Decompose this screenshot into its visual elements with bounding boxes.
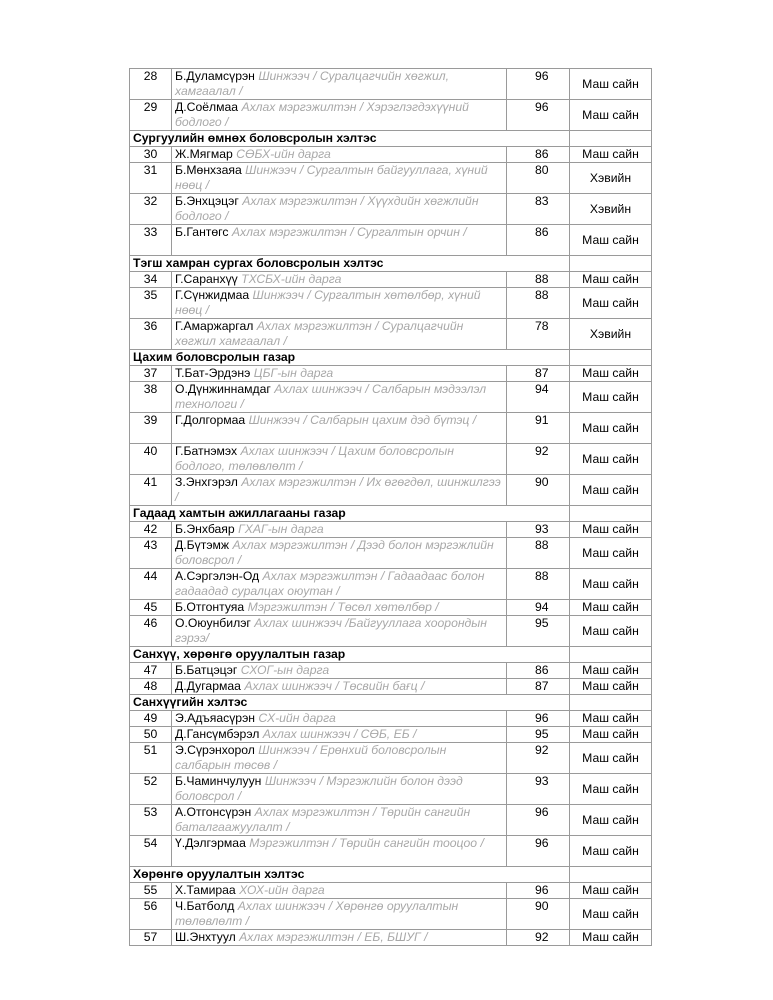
row-number: 41 [130, 475, 172, 506]
row-number: 50 [130, 727, 172, 743]
table-row [130, 413, 652, 444]
employee-position: Ахлах шинжээч / Цахим боловсролын бодлого, төлөвлөлт / [175, 444, 454, 473]
grade-cell: Маш сайн [570, 711, 652, 727]
employee-name: А.Сэргэлэн-Од [175, 569, 260, 583]
grade-cell: Маш сайн [570, 774, 652, 805]
grade-cell: Маш сайн [570, 100, 652, 131]
employee-cell [172, 147, 507, 163]
row-number: 33 [130, 225, 172, 256]
row-number: 44 [130, 569, 172, 600]
grade-cell: Маш сайн [570, 69, 652, 100]
employee-name: Ж.Мягмар [175, 147, 233, 161]
table-row [130, 679, 652, 695]
grade-cell: Маш сайн [570, 930, 652, 946]
grade-cell: Маш сайн [570, 366, 652, 382]
employee-cell [172, 538, 507, 569]
employee-cell [172, 319, 507, 350]
table-row [130, 727, 652, 743]
employee-cell [172, 600, 507, 616]
section-header-row [130, 647, 652, 663]
row-number: 54 [130, 836, 172, 867]
grade-cell: Маш сайн [570, 600, 652, 616]
score-cell: 94 [507, 382, 570, 413]
table-row [130, 522, 652, 538]
employee-name: Г.Саранхүү [175, 272, 238, 286]
row-number: 43 [130, 538, 172, 569]
employee-name: Б.Гантөгс [175, 225, 229, 239]
employee-cell [172, 663, 507, 679]
employee-name: Г.Батнэмэх [175, 444, 238, 458]
section-empty-cell [570, 695, 652, 711]
row-number: 47 [130, 663, 172, 679]
section-header-row [130, 131, 652, 147]
employee-name: Б.Дуламсүрэн [175, 69, 255, 83]
row-number: 57 [130, 930, 172, 946]
row-number: 56 [130, 899, 172, 930]
employee-name: Т.Бат-Эрдэнэ [175, 366, 251, 380]
table-row [130, 538, 652, 569]
score-cell: 86 [507, 225, 570, 256]
score-cell: 96 [507, 883, 570, 899]
section-header-row [130, 350, 652, 366]
row-number: 52 [130, 774, 172, 805]
table-row [130, 899, 652, 930]
employee-cell [172, 883, 507, 899]
score-cell: 91 [507, 413, 570, 444]
score-cell: 95 [507, 616, 570, 647]
table-row [130, 163, 652, 194]
employee-position: Ахлах шинжээч / Салбарын мэдээлэл технологи / [175, 382, 487, 411]
table-row [130, 382, 652, 413]
employee-position: Ахлах мэргэжилтэн / Сургалтын орчин / [231, 225, 467, 239]
score-cell: 80 [507, 163, 570, 194]
employee-position: Мэргэжилтэн / Төсөл хөтөлбөр / [247, 600, 439, 614]
grade-cell: Маш сайн [570, 272, 652, 288]
employee-cell [172, 743, 507, 774]
table-row [130, 836, 652, 867]
employee-position: Ахлах мэргэжилтэн / ЕБ, БШУГ / [239, 930, 428, 944]
table-row [130, 194, 652, 225]
employee-name: О.Дүнжиннамдаг [175, 382, 271, 396]
row-number: 37 [130, 366, 172, 382]
employee-cell [172, 100, 507, 131]
row-number: 49 [130, 711, 172, 727]
grade-cell: Маш сайн [570, 805, 652, 836]
employee-cell [172, 475, 507, 506]
row-number: 32 [130, 194, 172, 225]
table-row [130, 100, 652, 131]
score-cell: 78 [507, 319, 570, 350]
row-number: 39 [130, 413, 172, 444]
employee-name: Д.Соёлмаа [175, 100, 239, 114]
section-header-row [130, 256, 652, 272]
grade-cell: Маш сайн [570, 288, 652, 319]
employee-name: Б.Батцэцэг [175, 663, 238, 677]
table-row [130, 930, 652, 946]
table-row [130, 883, 652, 899]
employee-name: Э.Адъяасүрэн [175, 711, 256, 725]
grade-cell: Маш сайн [570, 616, 652, 647]
employee-position: СХОГ-ын дарга [240, 663, 330, 677]
row-number: 30 [130, 147, 172, 163]
table-row [130, 663, 652, 679]
employee-position: СӨБХ-ийн дарга [236, 147, 331, 161]
grade-cell: Маш сайн [570, 522, 652, 538]
row-number: 31 [130, 163, 172, 194]
row-number: 28 [130, 69, 172, 100]
employee-cell [172, 569, 507, 600]
section-title: Гадаад хамтын ажиллагааны газар [130, 506, 570, 522]
employee-position: ГХАГ-ын дарга [238, 522, 324, 536]
score-cell: 86 [507, 663, 570, 679]
employee-name: Ш.Энхтуул [175, 930, 236, 944]
row-number: 51 [130, 743, 172, 774]
section-title: Сургуулийн өмнөх боловсролын хэлтэс [130, 131, 570, 147]
table-row [130, 774, 652, 805]
employee-cell [172, 194, 507, 225]
employee-name: Г.Амаржаргал [175, 319, 254, 333]
employee-name: Ч.Батболд [175, 899, 235, 913]
employee-name: Б.Отгонтуяа [175, 600, 245, 614]
employee-name: Ү.Дэлгэрмаа [175, 836, 246, 850]
row-number: 38 [130, 382, 172, 413]
table-row [130, 272, 652, 288]
score-cell: 88 [507, 272, 570, 288]
score-cell: 86 [507, 147, 570, 163]
score-cell: 92 [507, 743, 570, 774]
employee-position: СХ-ийн дарга [258, 711, 336, 725]
grade-cell: Маш сайн [570, 836, 652, 867]
section-title: Хөрөнгө оруулалтын хэлтэс [130, 867, 570, 883]
employee-position: ЦБГ-ын дарга [253, 366, 334, 380]
section-empty-cell [570, 256, 652, 272]
section-header-row [130, 506, 652, 522]
row-number: 36 [130, 319, 172, 350]
employee-position: Ахлах шинжээч / Хөрөнгө оруулалтын төлөвлөлт / [175, 899, 459, 928]
score-cell: 88 [507, 538, 570, 569]
row-number: 35 [130, 288, 172, 319]
employee-name: Д.Бүтэмж [175, 538, 230, 552]
section-empty-cell [570, 647, 652, 663]
grade-cell: Хэвийн [570, 163, 652, 194]
employee-position: Ахлах мэргэжилтэн / Их өгөгдөл, шинжилгээ / [175, 475, 501, 504]
employee-name: Х.Тамираа [175, 883, 236, 897]
employee-cell [172, 225, 507, 256]
employee-cell [172, 727, 507, 743]
employee-cell [172, 382, 507, 413]
evaluation-table [129, 68, 652, 946]
row-number: 40 [130, 444, 172, 475]
score-cell: 96 [507, 100, 570, 131]
row-number: 53 [130, 805, 172, 836]
employee-cell [172, 836, 507, 867]
employee-cell [172, 899, 507, 930]
employee-position: ХОХ-ийн дарга [239, 883, 325, 897]
employee-position: Шинжээч / Мэргэжлийн болон дээд боловсрол / [175, 774, 463, 803]
employee-position: Ахлах мэргэжилтэн / Дээд болон мэргэжлийн боловсрол / [175, 538, 494, 567]
section-empty-cell [570, 131, 652, 147]
grade-cell: Маш сайн [570, 147, 652, 163]
grade-cell: Маш сайн [570, 679, 652, 695]
table-row [130, 288, 652, 319]
table-row [130, 319, 652, 350]
score-cell: 90 [507, 899, 570, 930]
employee-cell [172, 774, 507, 805]
employee-position: Ахлах мэргэжилтэн / Хэрэглэгдэхүүний бодлого / [175, 100, 469, 129]
employee-cell [172, 522, 507, 538]
grade-cell: Маш сайн [570, 569, 652, 600]
table-row [130, 743, 652, 774]
employee-cell [172, 679, 507, 695]
score-cell: 93 [507, 522, 570, 538]
row-number: 42 [130, 522, 172, 538]
row-number: 45 [130, 600, 172, 616]
employee-position: Шинжээч / Суралцагчийн хөгжил, хамгаалал / [175, 69, 450, 98]
section-title: Санхүүгийн хэлтэс [130, 695, 570, 711]
grade-cell: Маш сайн [570, 663, 652, 679]
section-header-row [130, 695, 652, 711]
score-cell: 83 [507, 194, 570, 225]
employee-position: Ахлах мэргэжилтэн / Төрийн сангийн баталгаажуулалт / [175, 805, 471, 834]
employee-name: Б.Мөнхзаяа [175, 163, 242, 177]
employee-position: Ахлах шинжээч / Төсвийн бағц / [244, 679, 425, 693]
table-row [130, 225, 652, 256]
row-number: 55 [130, 883, 172, 899]
employee-cell [172, 413, 507, 444]
score-cell: 95 [507, 727, 570, 743]
table-row [130, 805, 652, 836]
row-number: 46 [130, 616, 172, 647]
score-cell: 90 [507, 475, 570, 506]
table-row [130, 147, 652, 163]
table-row [130, 616, 652, 647]
score-cell: 96 [507, 836, 570, 867]
score-cell: 92 [507, 930, 570, 946]
employee-cell [172, 69, 507, 100]
employee-position: Шинжээч / Салбарын цахим дэд бүтэц / [248, 413, 477, 427]
section-empty-cell [570, 867, 652, 883]
section-header-row [130, 867, 652, 883]
score-cell: 93 [507, 774, 570, 805]
employee-position: Шинжээч / Сургалтын байгууллага, хүний нөөц / [175, 163, 488, 192]
grade-cell: Маш сайн [570, 883, 652, 899]
employee-position: Шинжээч / Ерөнхий боловсролын салбарын төсөв / [175, 743, 447, 772]
employee-position: Ахлах мэргэжилтэн / Суралцагчийн хөгжил хамгаалал / [175, 319, 464, 348]
table-row [130, 444, 652, 475]
employee-cell [172, 163, 507, 194]
employee-position: Ахлах шинжээч / СӨБ, ЕБ / [262, 727, 417, 741]
section-title: Цахим боловсролын газар [130, 350, 570, 366]
table-row [130, 600, 652, 616]
table-row [130, 569, 652, 600]
section-empty-cell [570, 350, 652, 366]
grade-cell: Маш сайн [570, 413, 652, 444]
row-number: 29 [130, 100, 172, 131]
table-row [130, 711, 652, 727]
employee-cell [172, 444, 507, 475]
employee-position: ТХСБХ-ийн дарга [241, 272, 342, 286]
employee-cell [172, 711, 507, 727]
section-title: Тэгш хамран сургах боловсролын хэлтэс [130, 256, 570, 272]
score-cell: 87 [507, 366, 570, 382]
employee-position: Ахлах мэргэжилтэн / Гадаадаас болон гадаадад суралцах оюутан / [175, 569, 485, 598]
employee-name: Г.Долгормаа [175, 413, 246, 427]
grade-cell: Маш сайн [570, 743, 652, 774]
employee-cell [172, 366, 507, 382]
grade-cell: Маш сайн [570, 382, 652, 413]
employee-cell [172, 616, 507, 647]
score-cell: 88 [507, 569, 570, 600]
employee-cell [172, 288, 507, 319]
grade-cell: Хэвийн [570, 319, 652, 350]
score-cell: 94 [507, 600, 570, 616]
employee-name: Б.Энхбаяр [175, 522, 235, 536]
employee-name: Д.Гансүмбэрэл [175, 727, 260, 741]
employee-name: Г.Сүнжидмаа [175, 288, 250, 302]
grade-cell: Маш сайн [570, 727, 652, 743]
employee-name: О.Оюунбилэг [175, 616, 251, 630]
employee-name: Б.Энхцэцэг [175, 194, 239, 208]
table-row [130, 366, 652, 382]
score-cell: 88 [507, 288, 570, 319]
score-cell: 96 [507, 69, 570, 100]
table-row [130, 475, 652, 506]
employee-name: З.Энхгэрэл [175, 475, 238, 489]
grade-cell: Маш сайн [570, 225, 652, 256]
section-empty-cell [570, 506, 652, 522]
employee-cell [172, 272, 507, 288]
table-row [130, 69, 652, 100]
section-title: Санхүү, хөрөнгө оруулалтын газар [130, 647, 570, 663]
evaluation-table-body [130, 69, 652, 946]
grade-cell: Маш сайн [570, 444, 652, 475]
employee-position: Ахлах шинжээч /Байгууллага хоорондын гэрээ/ [175, 616, 487, 645]
score-cell: 96 [507, 711, 570, 727]
row-number: 34 [130, 272, 172, 288]
grade-cell: Маш сайн [570, 538, 652, 569]
score-cell: 92 [507, 444, 570, 475]
employee-name: Б.Чаминчулуун [175, 774, 262, 788]
employee-position: Мэргэжилтэн / Төрийн сангийн тооцоо / [249, 836, 484, 850]
row-number: 48 [130, 679, 172, 695]
grade-cell: Маш сайн [570, 899, 652, 930]
grade-cell: Маш сайн [570, 475, 652, 506]
employee-cell [172, 805, 507, 836]
employee-name: Э.Сүрэнхорол [175, 743, 255, 757]
score-cell: 87 [507, 679, 570, 695]
employee-position: Шинжээч / Сургалтын хөтөлбөр, хүний нөөц / [175, 288, 481, 317]
employee-name: А.Отгонсүрэн [175, 805, 252, 819]
employee-name: Д.Дугармаа [175, 679, 241, 693]
grade-cell: Хэвийн [570, 194, 652, 225]
employee-cell [172, 930, 507, 946]
score-cell: 96 [507, 805, 570, 836]
employee-position: Ахлах мэргэжилтэн / Хүүхдийн хөгжлийн бодлого / [175, 194, 479, 223]
